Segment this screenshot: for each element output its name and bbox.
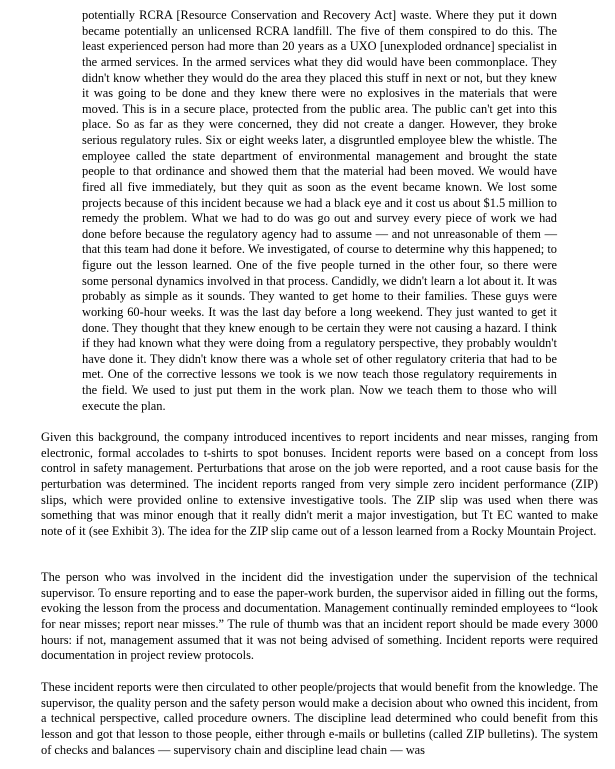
paragraph-investigation: The person who was involved in the incident did the investigation under the supervision of the technical supervisor. To ensure reporting and to ease the paper-work burden, the supervisor aided in filling out the forms, evoking the lesson from the process and documentation. Management continually reminded employees to “look for near misses; report near misses.” The rule of thumb was that an incident report should be made every 3000 hours: if not, management assumed that it was not being advised of something. Incident reports were required documentation in project review protocols. (41, 570, 598, 663)
paragraph-incentives: Given this background, the company introduced incentives to report incidents and near misses, ranging from electronic, formal accolades to t-shirts to spot bonuses. Incident reports were based on a concept from loss control in safety management. Perturbations that arose on the job were reported, and a root cause basis for the perturbation was determined. The incident reports ranged from very simple zero incident performance (ZIP) slips, which were provided online to extensive investigative tools. The ZIP slip was used when there was something that was minor enough that it really didn't merit a major investigation, but Tt EC wanted to make note of it (see Exhibit 3). The idea for the ZIP slip came out of a lesson learned from a Rocky Mountain Project. (41, 430, 598, 538)
paragraph-circulation: These incident reports were then circulated to other people/projects that would benefit from the knowledge. The supervisor, the quality person and the safety person would make a decision about who owned this incident, from a technical perspective, called procedure owners. The discipline lead determined who could benefit from this lesson and got that lesson to those people, either through e-mails or bulletins (called ZIP bulletins). The system of checks and balances — supervisory chain and discipline lead chain — was (41, 680, 598, 757)
block-quote: potentially RCRA [Resource Conservation and Recovery Act] waste. Where they put it down became potentially an unlicensed RCRA landfill. The five of them conspired to do this. The least experienced person had more than 20 years as a UXO [unexploded ordnance] specialist in the armed services. In the armed services what they did would have been commonplace. They didn't know whether they would do the area they placed this stuff in next or not, but they knew it was going to be done and they knew there were no explosives in the materials that were moved. This is in a secure place, protected from the public area. The public can't get into this place. So as far as they were concerned, they did not create a danger. However, they broke serious regulatory rules. Six or eight weeks later, a disgruntled employee blew the whistle. The employee called the state department of environmental management and brought the state people to that ordinance and showed them that the material had been moved. We would have fired all five immediately, but they quit as soon as the event became known. We lost some projects because of this incident because we had a black eye and it cost us about $1.5 million to remedy the problem. What we had to do was go out and survey every piece of work we had done before because the regulatory agency had to assume — and not unreasonable of them — that this team had done it before. We investigated, of course to determine why this happened; to figure out the lesson learned. One of the five people turned in the other four, so there were some personal dynamics involved in that process. Candidly, we didn't learn a lot about it. It was probably as simple as it sounds. They wanted to get home to their families. These guys were working 60-hour weeks. It was the last day before a long weekend. They just wanted to get it done. They thought that they knew enough to be certain they were not causing a hazard. I think if they had known what they were doing from a regulatory perspective, they probably wouldn't have done it. They didn't know there was a whole set of other regulatory criteria that had to be met. One of the corrective lessons we took is we now teach those regulatory requirements in the field. We used to just put them in the work plan. Now we teach them to those who will execute the plan. (82, 8, 557, 413)
